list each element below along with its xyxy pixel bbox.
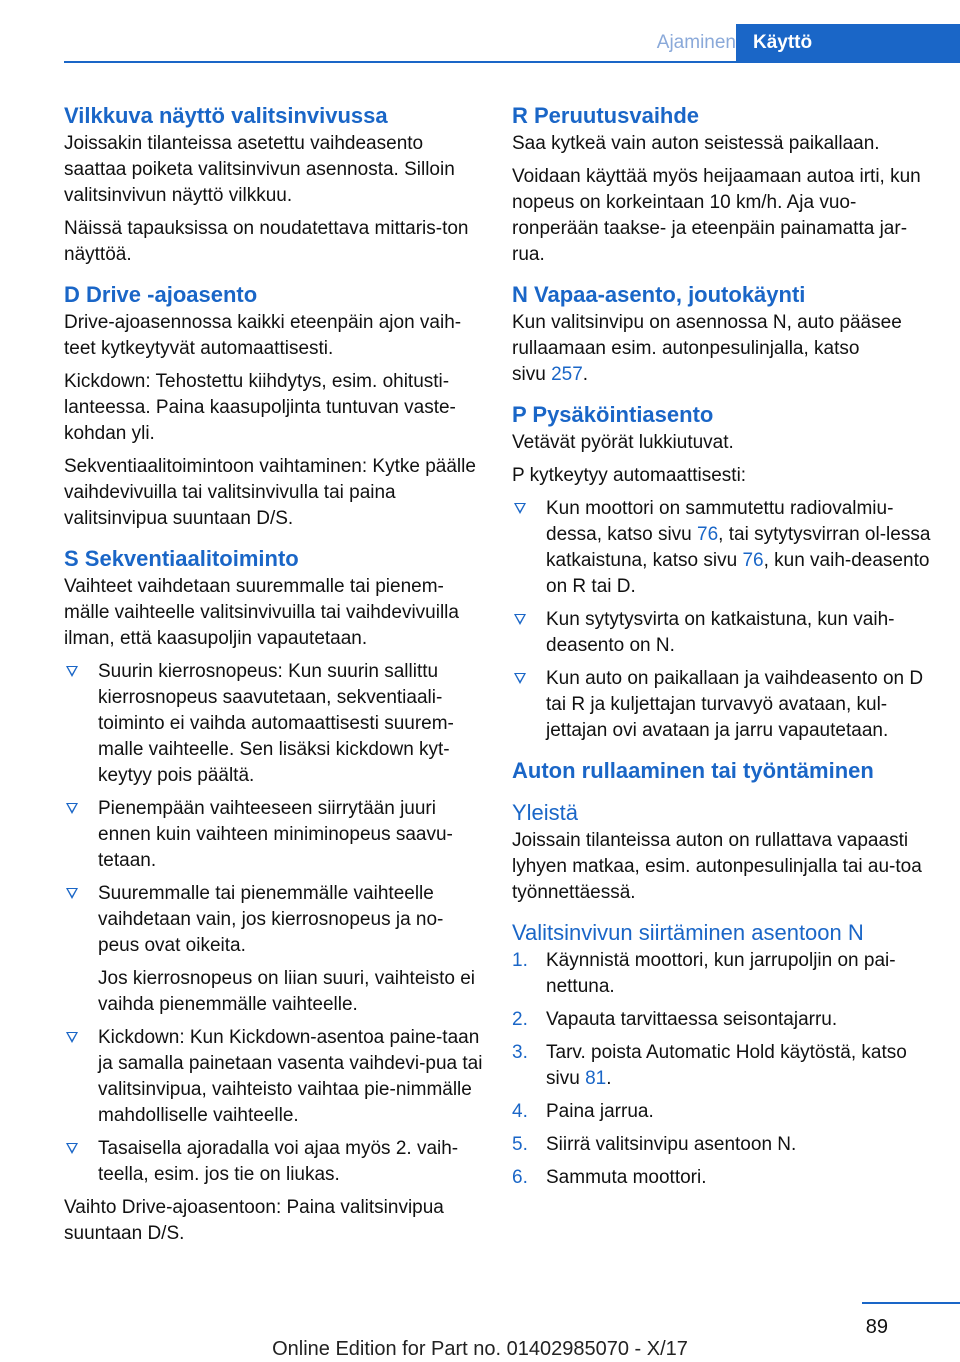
triangle-bullet-icon — [66, 666, 78, 677]
triangle-bullet-icon — [514, 503, 526, 514]
triangle-bullet-icon — [66, 1143, 78, 1154]
list-item-note: Jos kierrosnopeus on liian suuri, vaihteisto ei vaihda pienemmälle vaihteelle. — [98, 968, 476, 1015]
footer-rule — [862, 1302, 960, 1304]
heading-neutral: N Vapaa-asento, joutokäynti — [512, 282, 806, 307]
list-item: Pienempään vaihteeseen siirrytään juuri ennen kuin vaihteen miniminopeus saavu-tetaan. — [64, 796, 484, 874]
paragraph: Kun valitsinvipu on asennossa N, auto pääsee rullaamaan esim. autonpesulinjalla, katso sivu 257. — [512, 312, 902, 385]
list-item: Tasaisella ajoradalla voi ajaa myös 2. vaih-teella, esim. jos tie on liukas. — [64, 1136, 484, 1188]
list-item: Suurin kierrosnopeus: Kun suurin sallittu kierrosnopeus saavutetaan, sekventiaali-toiminto ei vaihda automaattisesti suurem-malle vaihteelle. Sen lisäksi kickdown kyt-keytyy pois päältä. — [64, 659, 484, 789]
sequential-bullet-list-cont — [64, 1025, 484, 1188]
left-column — [64, 101, 484, 1254]
paragraph: Joissakin tilanteissa asetettu vaihdeasento saattaa poiketa valitsinvivun asennosta. Silloin valitsinvivun näyttö vilkkuu. — [64, 133, 455, 206]
heading-shift-to-n: Valitsinvivun siirtäminen asentoon N — [512, 920, 864, 945]
header-chapter-tab[interactable]: Käyttö — [736, 24, 960, 62]
paragraph: Näissä tapauksissa on noudatettava mittaris-ton näyttöä. — [64, 218, 469, 265]
list-item: Suuremmalle tai pienemmälle vaihteelle vaihdetaan vain, jos kierrosnopeus ja no-peus ovat oikeita. — [64, 881, 484, 959]
header-section-label[interactable]: Ajaminen — [656, 32, 736, 53]
page-number: 89 — [865, 1316, 888, 1338]
step-item: 1. Käynnistä moottori, kun jarrupoljin on pai-nettuna. — [512, 950, 896, 997]
paragraph: Sekventiaalitoimintoon vaihtaminen: Kytke päälle vaihdevivuilla tai valitsinvivulla tai paina valitsinvipua suuntaan D/S. — [64, 456, 476, 529]
steps-list — [512, 948, 932, 1191]
heading-blinking-display: Vilkkuva näyttö valitsinvivussa — [64, 103, 388, 128]
footer-edition: Online Edition for Part no. 01402985070 - X/17 — [272, 1338, 688, 1360]
header-rule — [64, 61, 960, 63]
park-bullet-list — [512, 496, 932, 744]
list-item: Kun sytytysvirta on katkaistuna, kun vaih-deasento on N. — [512, 607, 932, 659]
step-item: 3. Tarv. poista Automatic Hold käytöstä, katso sivu 81. — [512, 1042, 907, 1089]
triangle-bullet-icon — [514, 614, 526, 625]
heading-sequential-mode: S Sekventiaalitoiminto — [64, 546, 299, 571]
sequential-bullet-list — [64, 659, 484, 959]
paragraph: Vetävät pyörät lukkiutuvat. — [512, 432, 734, 453]
heading-general: Yleistä — [512, 800, 579, 825]
paragraph: Vaihto Drive-ajoasentoon: Paina valitsinvipua suuntaan D/S. — [64, 1197, 444, 1244]
paragraph: Drive-ajoasennossa kaikki eteenpäin ajon vaih-teet kytkeytyvät automaattisesti. — [64, 312, 462, 359]
heading-drive-position: D Drive -ajoasento — [64, 282, 258, 307]
page-link[interactable]: 257 — [551, 364, 583, 385]
triangle-bullet-icon — [66, 803, 78, 814]
paragraph: Kickdown: Tehostettu kiihdytys, esim. ohitusti-lanteessa. Paina kaasupoljinta tuntuvan vaste-kohdan yli. — [64, 371, 456, 444]
triangle-bullet-icon — [66, 1032, 78, 1043]
paragraph: Joissain tilanteissa auton on rullattava vapaasti lyhyen matkaa, esim. autonpesulinjalla tai au-toa työnnettäessä. — [512, 830, 922, 903]
triangle-bullet-icon — [514, 673, 526, 684]
page-link[interactable]: 81 — [585, 1068, 607, 1089]
list-item: Kun moottori on sammutettu radiovalmiu-dessa, katso sivu 76, tai sytytysvirran ol-lessa katkaistuna, katso sivu 76, kun vaih-deasento on R tai D. — [512, 496, 932, 600]
step-item: 2. Vapauta tarvittaessa seisontajarru. — [512, 1009, 838, 1030]
triangle-bullet-icon — [66, 888, 78, 899]
step-item: 4. Paina jarrua. — [512, 1101, 654, 1122]
list-item: Kun auto on paikallaan ja vaihdeasento on D tai R ja kuljettajan turvavyö avataan, kul-jettajan ovi avataan ja jarru vapautetaan. — [512, 666, 932, 744]
page-header — [0, 24, 960, 62]
paragraph: P kytkeytyy automaattisesti: — [512, 465, 747, 486]
heading-rolling-pushing: Auton rullaaminen tai työntäminen — [512, 758, 874, 783]
step-item: 6. Sammuta moottori. — [512, 1167, 707, 1188]
page-link[interactable]: 76 — [742, 550, 764, 571]
page-link[interactable]: 76 — [697, 524, 719, 545]
paragraph: Vaihteet vaihdetaan suuremmalle tai pienem-mälle vaihteelle valitsinvivuilla tai vaihdevivuilla ilman, että kaasupoljin vapautetaan. — [64, 576, 459, 649]
step-item: 5. Siirrä valitsinvipu asentoon N. — [512, 1134, 797, 1155]
right-column — [512, 101, 932, 1198]
list-item: Kickdown: Kun Kickdown-asentoa paine-taan ja samalla painetaan vasenta vaihdevi-pua tai valitsinvipua, vaihteisto vaihtaa pie-nimmälle mahdolliselle vaihteelle. — [64, 1025, 484, 1129]
paragraph: Saa kytkeä vain auton seistessä paikallaan. — [512, 133, 880, 154]
heading-reverse-gear: R Peruutusvaihde — [512, 103, 700, 128]
paragraph: Voidaan käyttää myös heijaamaan autoa irti, kun nopeus on korkeintaan 10 km/h. Aja vuo-ronperään taakse- ja eteenpäin painamatta jar-rua. — [512, 166, 921, 265]
heading-park: P Pysäköintiasento — [512, 402, 714, 427]
